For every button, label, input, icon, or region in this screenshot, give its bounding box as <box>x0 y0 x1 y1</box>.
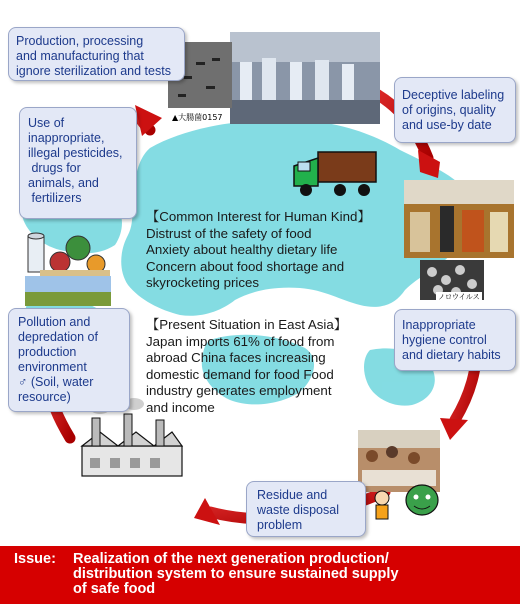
box-line: Deceptive labeling <box>402 88 505 102</box>
box-line: of origins, quality <box>402 103 496 117</box>
center-line: domestic demand for food Food <box>146 366 334 382</box>
present-situation-section <box>146 317 396 416</box>
box-line: problem <box>257 518 303 532</box>
center-line: and income <box>146 399 215 415</box>
common-interest-section <box>146 209 396 292</box>
box-line: waste disposal <box>257 503 339 517</box>
issue-line: distribution system to ensure sustained supply <box>73 566 399 582</box>
center-line: Distrust of the safety of food <box>146 225 312 241</box>
box-pesticides <box>19 107 137 219</box>
box-line: depredation of <box>18 330 98 344</box>
box-line: ♂ (Soil, water <box>18 375 94 389</box>
center-line: Japan imports 61% of food from <box>146 333 335 349</box>
box-line: Inappropriate <box>402 318 476 332</box>
factory-workers-photo <box>230 32 380 124</box>
box-line: and use-by date <box>402 118 492 132</box>
box-line: ignore sterilization and tests <box>16 64 171 78</box>
issue-banner <box>0 546 520 604</box>
farmland-photo <box>25 276 111 306</box>
center-line: skyrocketing prices <box>146 275 260 290</box>
box-line: drugs for <box>28 161 81 175</box>
box-residue <box>246 481 366 537</box>
issue-line: Realization of the next generation production/ <box>73 551 389 567</box>
box-pollution <box>8 308 130 412</box>
virus-caption: ノロウイルス <box>438 293 480 301</box>
center-line: industry generates employment <box>146 383 332 398</box>
center-line: Concern about food shortage and <box>146 258 345 274</box>
arrowhead-right <box>440 418 468 440</box>
box-labeling <box>394 77 516 143</box>
family-dining-photo <box>358 430 440 492</box>
box-line: fertilizers <box>28 191 82 205</box>
box-production <box>8 27 185 81</box>
box-line: environment <box>18 360 87 374</box>
box-line: illegal pesticides, <box>28 146 123 160</box>
center-line: Anxiety about healthy dietary life <box>146 242 338 257</box>
box-line: animals, and <box>28 176 99 190</box>
box-line: and manufacturing that <box>16 49 144 63</box>
box-line: Production, processing <box>16 34 144 48</box>
box-line: resource) <box>18 390 71 404</box>
center-line: abroad China faces increasing <box>146 350 326 365</box>
food-market-photo <box>404 180 514 258</box>
box-line: inappropriate, <box>28 131 105 145</box>
box-hygiene <box>394 309 516 371</box>
box-line: Residue and <box>257 488 328 502</box>
bacteria-caption: ▲大腸菌0157 <box>172 113 223 122</box>
box-line: Pollution and <box>18 315 91 329</box>
issue-label: Issue: <box>14 551 56 567</box>
issue-line: of safe food <box>73 581 156 597</box>
box-line: Use of <box>28 116 65 130</box>
box-line: production <box>18 345 77 359</box>
present-situation-title: 【Present Situation in East Asia】 <box>146 317 348 332</box>
box-line: and dietary habits <box>402 348 501 362</box>
common-interest-title: 【Common Interest for Human Kind】 <box>146 209 371 224</box>
box-line: hygiene control <box>402 333 487 347</box>
